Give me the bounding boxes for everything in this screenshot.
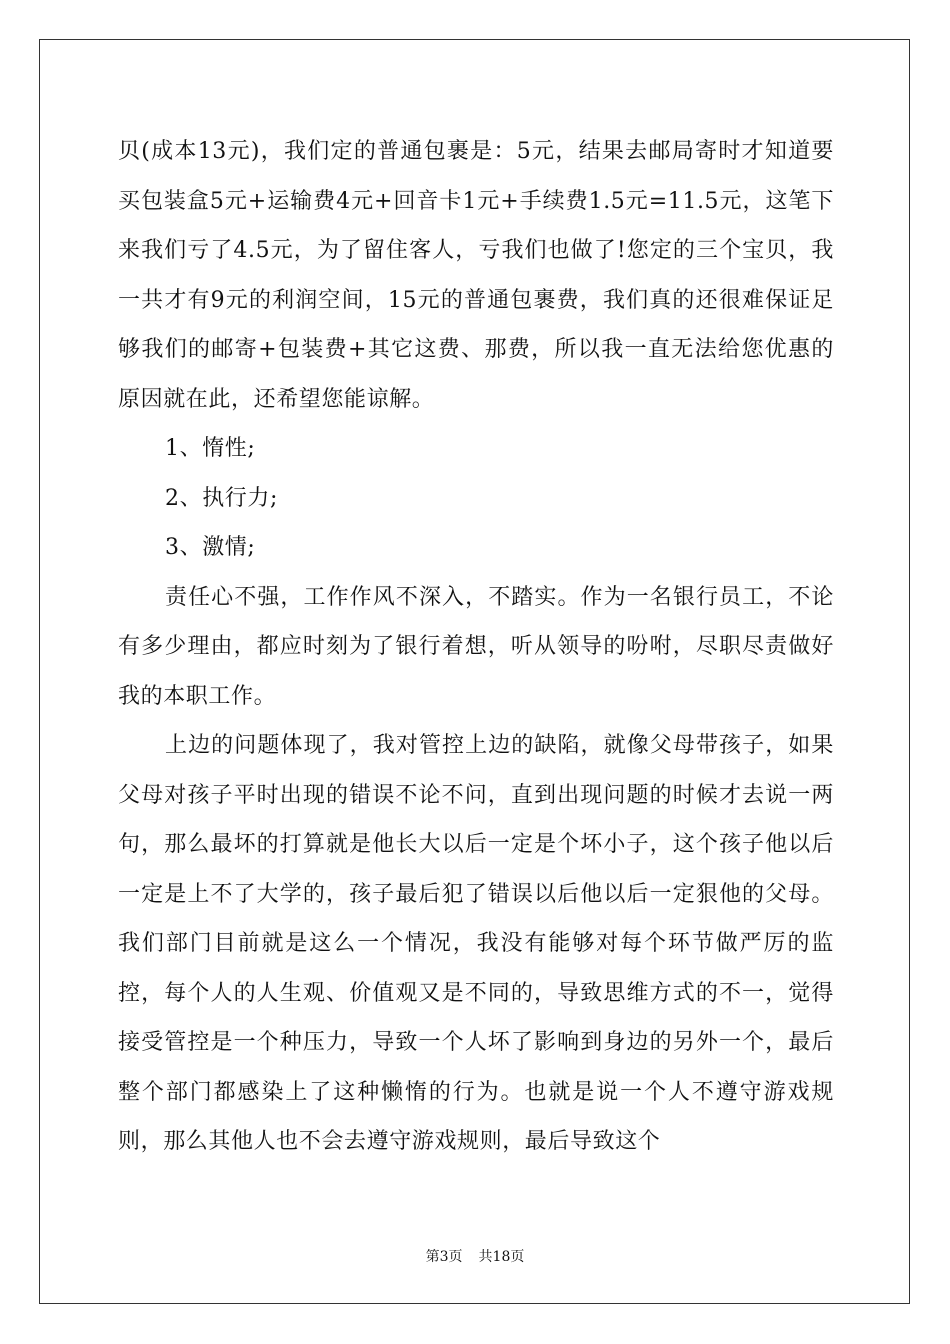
document-body [118,127,834,1167]
paragraph-responsibility: 责任心不强，工作作风不深入，不踏实。作为一名银行员工，不论有多少理由，都应时刻为了银行着想，听从领导的吩咐，尽职尽责做好我的本职工作。 [118,584,834,709]
page-number: 第3页 [425,1249,463,1265]
page-total: 共18页 [478,1249,525,1265]
list-item-passion: 3、激情; [165,535,256,560]
list-item-inertia: 1、惰性; [165,436,256,461]
paragraph-management-issues: 上边的问题体现了，我对管控上边的缺陷，就像父母带孩子，如果父母对孩子平时出现的错误不论不问，直到出现问题的时候才去说一两句，那么最坏的打算就是他长大以后一定是个坏小子，这个孩子他以后一定是上不了大学的，孩子最后犯了错误以后他以后一定狠他的父母。我们部门目前就是这么一个情况，我没有能够对每个环节做严厉的监控，每个人的人生观、价值观又是不同的，导致思维方式的不一，觉得接受管控是一个种压力，导致一个人坏了影响到身边的另外一个，最后整个部门都感染上了这种懒惰的行为。也就是说一个人不遵守游戏规则，那么其他人也不会去遵守游戏规则，最后导致这个 [118,733,834,1154]
list-item-execution: 2、执行力; [165,485,279,511]
page-footer [0,1246,950,1266]
paragraph-shipping-cost: 贝(成本13元)，我们定的普通包裹是：5元，结果去邮局寄时才知道要买包装盒5元+运输费4元+回音卡1元+手续费1.5元=11.5元，这笔下来我们亏了4.5元，为了留住客人，亏我们也做了!您定的三个宝贝，我一共才有9元的利润空间，15元的普通包裹费，我们真的还很难保证足够我们的邮寄+包装费+其它这费、那费，所以我一直无法给您优惠的原因就在此，还希望您能谅解。 [118,139,834,412]
